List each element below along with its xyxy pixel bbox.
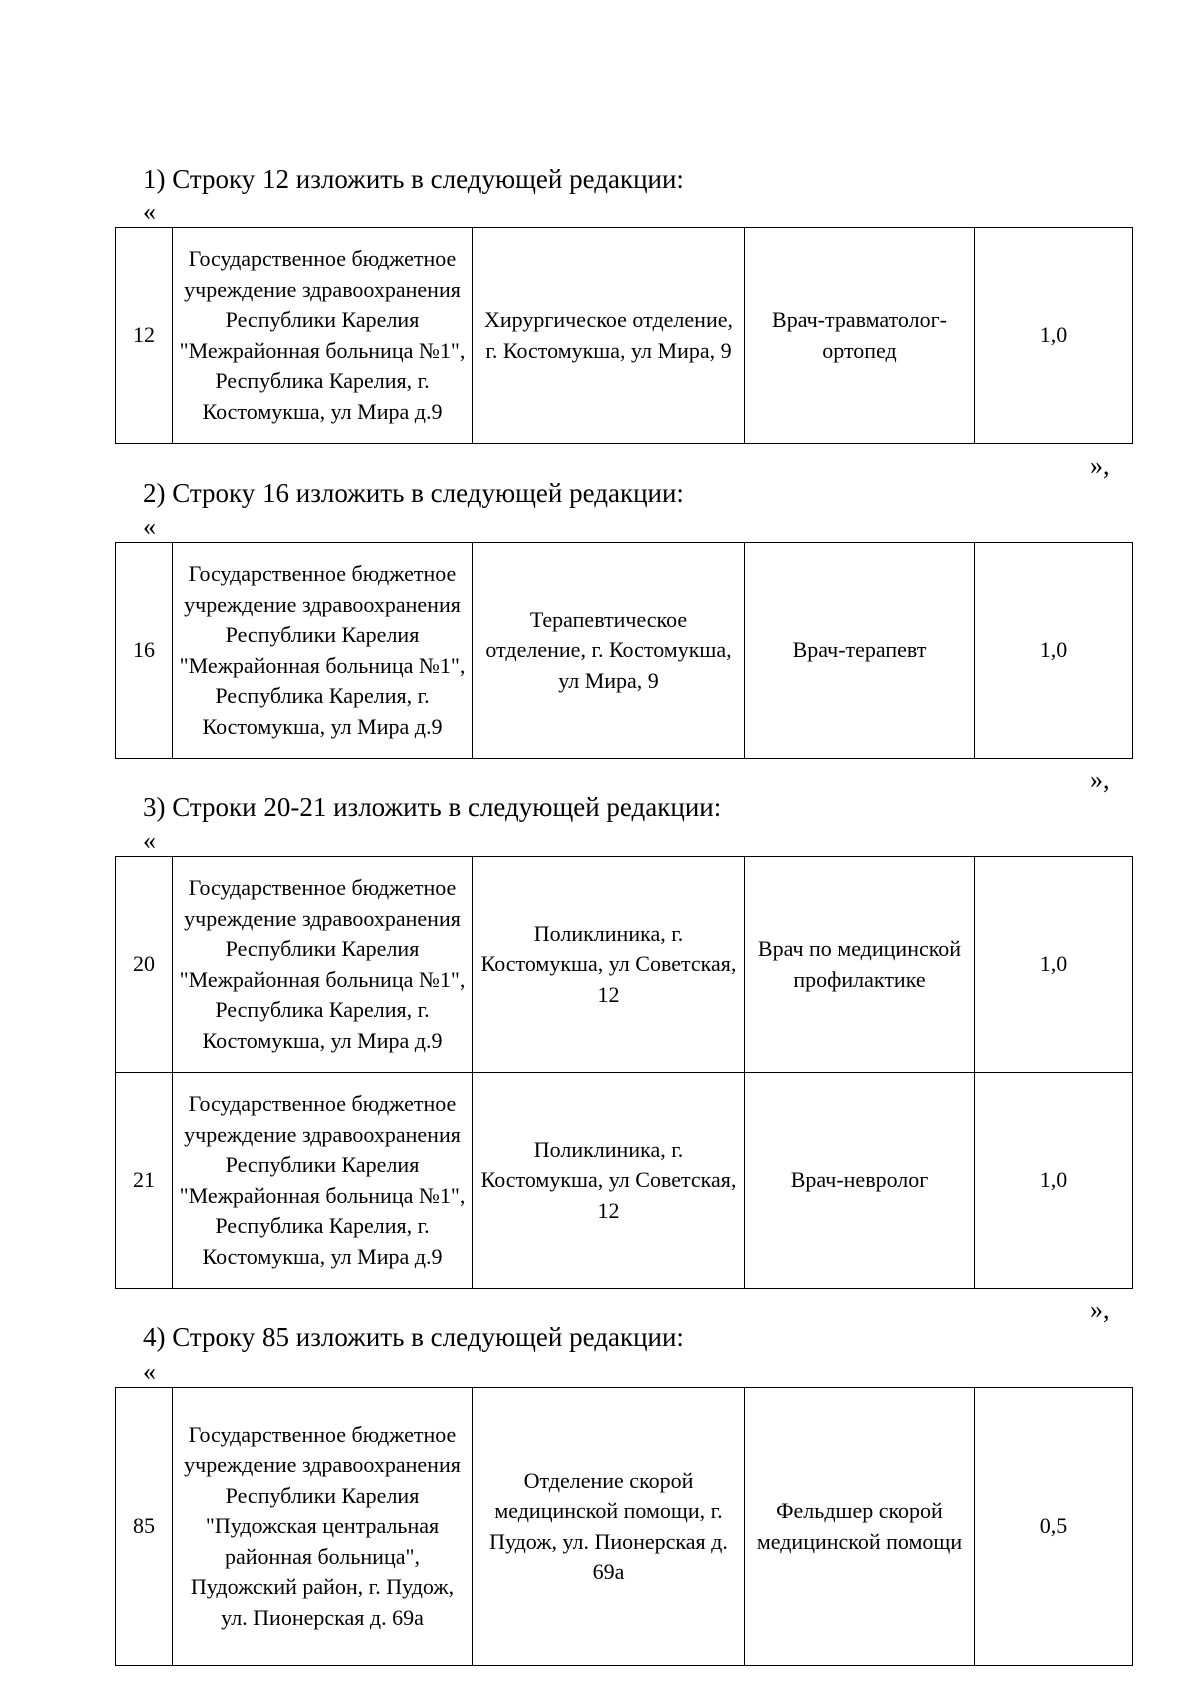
position-cell: Фельдшер скорой медицинской помощи (745, 1388, 975, 1666)
section-4-heading: 4) Строку 85 изложить в следующей редакции: (143, 1322, 684, 1352)
rate-cell: 1,0 (975, 1073, 1133, 1289)
row-number: 85 (116, 1388, 173, 1666)
row-number: 16 (116, 543, 173, 759)
row-number: 12 (116, 228, 173, 444)
section-3-table (115, 856, 1133, 1289)
rate-cell: 1,0 (975, 543, 1133, 759)
table-row (116, 1073, 1133, 1289)
section-3-close-quote: », (1090, 1295, 1110, 1324)
institution-cell: Государственное бюджетное учреждение здравоохранения Республики Карелия "Межрайонная больница №1", Республика Карелия, г. Костомукша, ул Мира д.9 (173, 228, 473, 444)
position-cell: Врач по медицинской профилактике (745, 857, 975, 1073)
section-1-open-quote: « (143, 197, 156, 226)
table-row (116, 543, 1133, 759)
section-2-close-quote: », (1090, 765, 1110, 794)
section-2-heading: 2) Строку 16 изложить в следующей редакции: (143, 478, 684, 508)
table-row (116, 228, 1133, 444)
row-number: 21 (116, 1073, 173, 1289)
department-cell: Терапевтическое отделение, г. Костомукша, ул Мира, 9 (473, 543, 745, 759)
table-row (116, 857, 1133, 1073)
rate-cell: 0,5 (975, 1388, 1133, 1666)
institution-cell: Государственное бюджетное учреждение здравоохранения Республики Карелия "Межрайонная больница №1", Республика Карелия, г. Костомукша, ул Мира д.9 (173, 857, 473, 1073)
institution-cell: Государственное бюджетное учреждение здравоохранения Республики Карелия "Межрайонная больница №1", Республика Карелия, г. Костомукша, ул Мира д.9 (173, 543, 473, 759)
position-cell: Врач-травматолог-ортопед (745, 228, 975, 444)
position-cell: Врач-терапевт (745, 543, 975, 759)
section-1-close-quote: », (1090, 451, 1110, 480)
section-4-open-quote: « (143, 1357, 156, 1386)
rate-cell: 1,0 (975, 228, 1133, 444)
position-cell: Врач-невролог (745, 1073, 975, 1289)
section-2-table (115, 542, 1133, 759)
rate-cell: 1,0 (975, 857, 1133, 1073)
institution-cell: Государственное бюджетное учреждение здравоохранения Республики Карелия "Пудожская центральная районная больница", Пудожский район, г. Пудож, ул. Пионерская д. 69а (173, 1388, 473, 1666)
section-1-heading: 1) Строку 12 изложить в следующей редакции: (143, 164, 684, 194)
section-1-table (115, 227, 1133, 444)
section-3-open-quote: « (143, 826, 156, 855)
table-row (116, 1388, 1133, 1666)
department-cell: Поликлиника, г. Костомукша, ул Советская, 12 (473, 1073, 745, 1289)
institution-cell: Государственное бюджетное учреждение здравоохранения Республики Карелия "Межрайонная больница №1", Республика Карелия, г. Костомукша, ул Мира д.9 (173, 1073, 473, 1289)
section-3-heading: 3) Строки 20-21 изложить в следующей редакции: (143, 792, 722, 822)
department-cell: Отделение скорой медицинской помощи, г. Пудож, ул. Пионерская д. 69а (473, 1388, 745, 1666)
row-number: 20 (116, 857, 173, 1073)
department-cell: Хирургическое отделение, г. Костомукша, ул Мира, 9 (473, 228, 745, 444)
department-cell: Поликлиника, г. Костомукша, ул Советская, 12 (473, 857, 745, 1073)
section-2-open-quote: « (143, 512, 156, 541)
section-4-table (115, 1387, 1133, 1666)
